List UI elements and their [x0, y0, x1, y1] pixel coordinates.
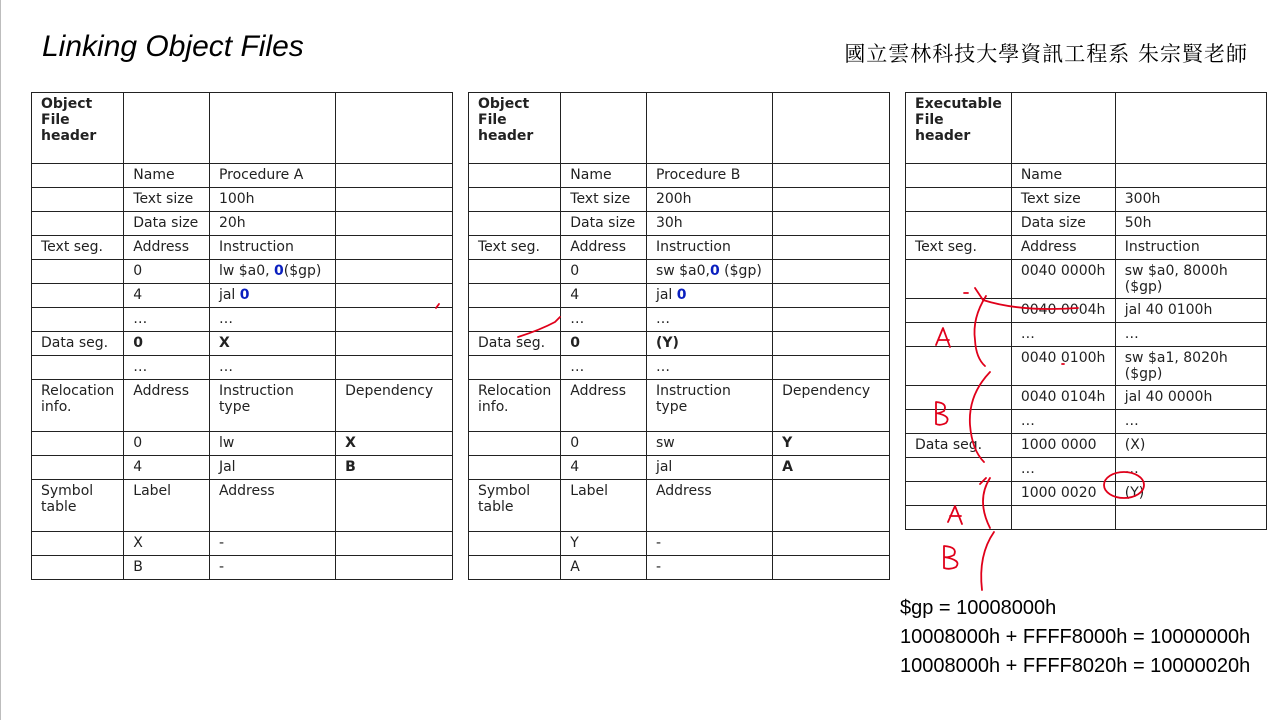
reloc-type: jal: [646, 456, 772, 480]
text-size-value: 100h: [209, 188, 335, 212]
data-value: (Y): [1115, 482, 1266, 506]
text-seg-label: Text seg.: [906, 236, 1012, 260]
data-seg-label: Data seg.: [469, 332, 561, 356]
data-size-value: 50h: [1115, 212, 1266, 236]
ellipsis: …: [1011, 410, 1115, 434]
procedure-name: Procedure A: [209, 164, 335, 188]
ellipsis: …: [1115, 410, 1266, 434]
executable-file-table: [905, 92, 1267, 530]
file-header-cell: Executable File header: [906, 93, 1012, 164]
dependency-header: Dependency: [773, 380, 890, 432]
address-header: Address: [561, 380, 647, 432]
data-address: 1000 0020: [1011, 482, 1115, 506]
data-address: 1000 0000: [1011, 434, 1115, 458]
instruction-header: Instruction: [209, 236, 335, 260]
ellipsis: …: [1115, 323, 1266, 347]
instruction-cell: jal 40 0000h: [1115, 386, 1266, 410]
affiliation-text: 國立雲林科技大學資訊工程系 朱宗賢老師: [844, 42, 1248, 66]
instruction-header: Instruction: [1115, 236, 1266, 260]
reloc-type: sw: [646, 432, 772, 456]
text-size-label: Text size: [124, 188, 210, 212]
ellipsis: …: [646, 308, 772, 332]
relocation-label: Relocation info.: [32, 380, 124, 432]
symbol-label: B: [124, 556, 210, 580]
text-seg-label: Text seg.: [469, 236, 561, 260]
name-label: Name: [124, 164, 210, 188]
reloc-dependency: A: [773, 456, 890, 480]
address-header: Address: [561, 236, 647, 260]
text-seg-label: Text seg.: [32, 236, 124, 260]
symbol-label: X: [124, 532, 210, 556]
data-value: X: [209, 332, 335, 356]
instruction-type-header: Instruction type: [646, 380, 772, 432]
data-value: (Y): [646, 332, 772, 356]
symbol-table-label: Symbol table: [469, 480, 561, 532]
name-label: Name: [1011, 164, 1115, 188]
instruction-cell: sw $a0, 8000h ($gp): [1115, 260, 1266, 299]
text-size-label: Text size: [561, 188, 647, 212]
data-value: (X): [1115, 434, 1266, 458]
reloc-dependency: B: [336, 456, 453, 480]
instruction-cell: sw $a0,0 ($gp): [646, 260, 772, 284]
text-size-value: 200h: [646, 188, 772, 212]
instruction-cell: jal 0: [209, 284, 335, 308]
ellipsis: …: [646, 356, 772, 380]
ellipsis: …: [1011, 458, 1115, 482]
text-address: 0: [561, 260, 647, 284]
address-header: Address: [646, 480, 772, 532]
reloc-address: 0: [124, 432, 210, 456]
reloc-type: lw: [209, 432, 335, 456]
data-seg-label: Data seg.: [906, 434, 1012, 458]
reloc-address: 4: [561, 456, 647, 480]
data-address: 0: [561, 332, 647, 356]
text-address: 0040 0104h: [1011, 386, 1115, 410]
address-header: Address: [1011, 236, 1115, 260]
slide-title: Linking Object Files: [42, 30, 304, 63]
reloc-dependency: X: [336, 432, 453, 456]
text-size-label: Text size: [1011, 188, 1115, 212]
ellipsis: …: [124, 356, 210, 380]
text-size-value: 300h: [1115, 188, 1266, 212]
address-header: Address: [124, 380, 210, 432]
ellipsis: …: [561, 356, 647, 380]
ellipsis: …: [1115, 458, 1266, 482]
ellipsis: …: [1011, 323, 1115, 347]
file-header-cell: Object File header: [469, 93, 561, 164]
data-size-label: Data size: [561, 212, 647, 236]
ellipsis: …: [124, 308, 210, 332]
address-header: Address: [124, 236, 210, 260]
reloc-dependency: Y: [773, 432, 890, 456]
ellipsis: …: [209, 356, 335, 380]
address-header: Address: [209, 480, 335, 532]
label-header: Label: [561, 480, 647, 532]
text-address: 0040 0100h: [1011, 347, 1115, 386]
ellipsis: …: [561, 308, 647, 332]
data-seg-label: Data seg.: [32, 332, 124, 356]
symbol-address: -: [209, 556, 335, 580]
dependency-header: Dependency: [336, 380, 453, 432]
ellipsis: …: [209, 308, 335, 332]
name-label: Name: [561, 164, 647, 188]
data-size-value: 30h: [646, 212, 772, 236]
reloc-type: Jal: [209, 456, 335, 480]
text-address: 4: [124, 284, 210, 308]
symbol-address: -: [646, 556, 772, 580]
object-file-a-table: [31, 92, 453, 580]
label-header: Label: [124, 480, 210, 532]
ink-brace-b-2: [981, 532, 994, 590]
instruction-cell: jal 40 0100h: [1115, 299, 1266, 323]
text-address: 4: [561, 284, 647, 308]
data-address: 0: [124, 332, 210, 356]
instruction-type-header: Instruction type: [209, 380, 335, 432]
reloc-address: 0: [561, 432, 647, 456]
gp-formula: $gp = 10008000h: [900, 597, 1057, 619]
reloc-address: 4: [124, 456, 210, 480]
relocation-label: Relocation info.: [469, 380, 561, 432]
symbol-address: -: [646, 532, 772, 556]
address-formula: 10008000h + FFFF8020h = 10000020h: [900, 655, 1251, 677]
data-size-label: Data size: [124, 212, 210, 236]
procedure-name: Procedure B: [646, 164, 772, 188]
symbol-address: -: [209, 532, 335, 556]
object-file-b-table: [468, 92, 890, 580]
data-size-value: 20h: [209, 212, 335, 236]
instruction-header: Instruction: [646, 236, 772, 260]
file-header-cell: Object File header: [32, 93, 124, 164]
ink-letter-b-2: [944, 546, 958, 569]
instruction-cell: sw $a1, 8020h ($gp): [1115, 347, 1266, 386]
text-address: 0040 0000h: [1011, 260, 1115, 299]
instruction-cell: jal 0: [646, 284, 772, 308]
instruction-cell: lw $a0, 0($gp): [209, 260, 335, 284]
text-address: 0: [124, 260, 210, 284]
data-size-label: Data size: [1011, 212, 1115, 236]
symbol-table-label: Symbol table: [32, 480, 124, 532]
symbol-label: Y: [561, 532, 647, 556]
address-formula: 10008000h + FFFF8000h = 10000000h: [900, 626, 1251, 648]
text-address: 0040 0004h: [1011, 299, 1115, 323]
slide-border: [0, 0, 1, 720]
symbol-label: A: [561, 556, 647, 580]
